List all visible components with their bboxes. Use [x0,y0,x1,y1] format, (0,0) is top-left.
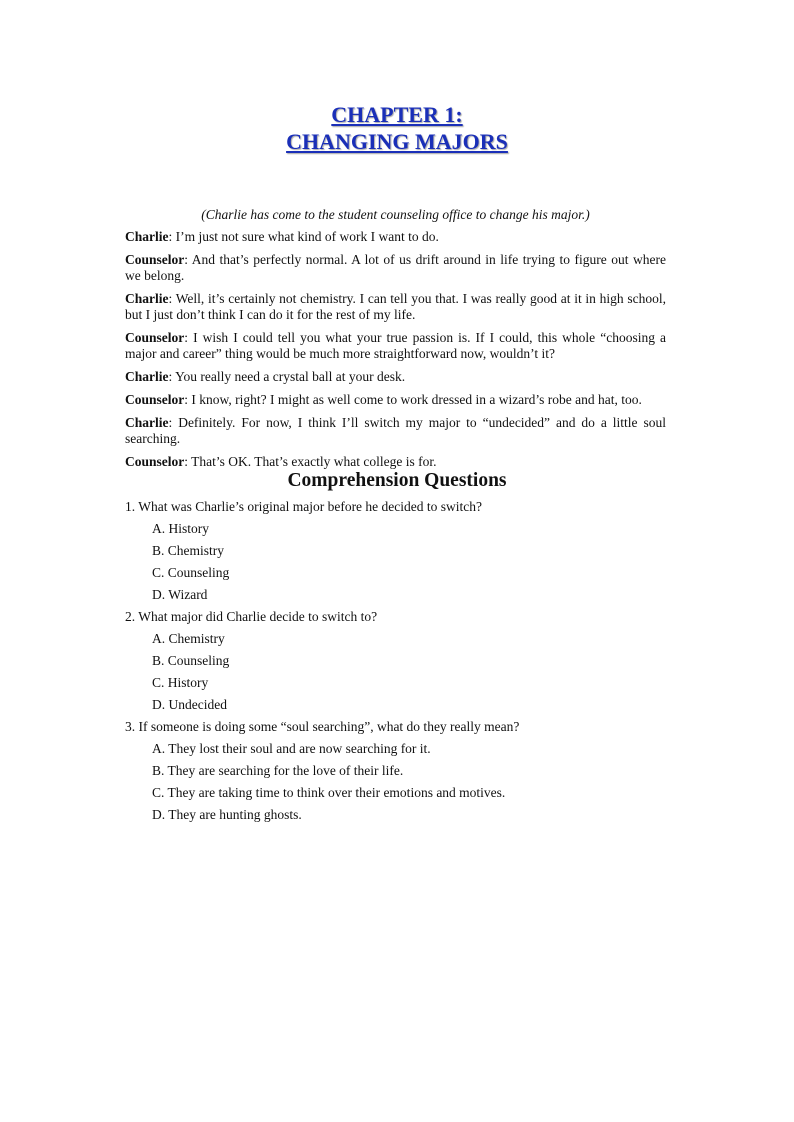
dialogue [125,229,666,477]
dialogue-text: : I know, right? I might as well come to work dressed in a wizard’s robe and hat, too. [184,392,642,407]
dialogue-text: : I wish I could tell you what your true passion is. If I could, this whole “choosing a major and career” thing would be much more straightforward now, wouldn’t it? [125,330,666,361]
question-text: 1. What was Charlie’s original major before he decided to switch? [125,499,483,514]
stage-direction: (Charlie has come to the student counseling office to change his major.) [201,207,590,222]
dialogue-line [125,291,666,323]
answer-option: D. Undecided [152,697,227,712]
answer-option: C. Counseling [152,565,230,580]
dialogue-line [125,369,666,385]
dialogue-text: : Definitely. For now, I think I’ll switch my major to “undecided” and do a little soul searching. [125,415,666,446]
dialogue-text: : You really need a crystal ball at your desk. [168,369,406,384]
answer-option: A. History [152,521,209,536]
comprehension-heading: Comprehension Questions [287,470,507,491]
dialogue-line [125,415,666,447]
question-3 [125,719,685,823]
answer-option: C. They are taking time to think over their emotions and motives. [152,785,506,800]
answer-option: B. Counseling [152,653,230,668]
chapter-name: CHANGING MAJORS [286,129,508,154]
answer-option: D. They are hunting ghosts. [152,807,302,822]
speaker-name: Counselor [125,252,185,267]
question-2 [125,609,685,713]
dialogue-text: : Well, it’s certainly not chemistry. I can tell you that. I was really good at it in high school, but I just don’t think I can do it for the rest of my life. [125,291,666,322]
chapter-number: CHAPTER 1: [331,102,463,127]
speaker-name: Charlie [125,369,169,384]
dialogue-text: : And that’s perfectly normal. A lot of us drift around in life trying to figure out where we belong. [125,252,666,283]
answer-option: A. Chemistry [152,631,225,646]
dialogue-line [125,392,666,408]
answer-option: C. History [152,675,209,690]
speaker-name: Charlie [125,291,169,306]
answer-option: B. They are searching for the love of their life. [152,763,404,778]
question-1 [125,499,685,603]
speaker-name: Counselor [125,330,185,345]
dialogue-line [125,454,666,470]
speaker-name: Counselor [125,454,185,469]
question-text: 2. What major did Charlie decide to switch to? [125,609,378,624]
dialogue-text: : I’m just not sure what kind of work I want to do. [168,229,439,244]
question-list [125,499,685,829]
dialogue-line [125,330,666,362]
answer-option: A. They lost their soul and are now searching for it. [152,741,431,756]
speaker-name: Charlie [125,229,169,244]
dialogue-line [125,252,666,284]
answer-option: D. Wizard [152,587,208,602]
question-text: 3. If someone is doing some “soul searching”, what do they really mean? [125,719,520,734]
speaker-name: Charlie [125,415,169,430]
speaker-name: Counselor [125,392,185,407]
chapter-title [0,101,794,155]
answer-option: B. Chemistry [152,543,225,558]
dialogue-line [125,229,666,245]
dialogue-text: : That’s OK. That’s exactly what college is for. [184,454,437,469]
